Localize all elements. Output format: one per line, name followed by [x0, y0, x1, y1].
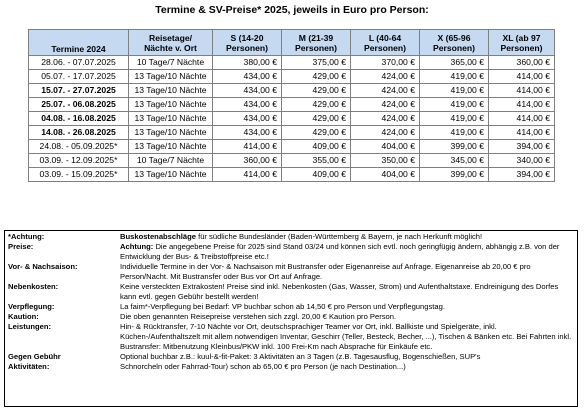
note-body: Die oben genannten Reisepreise verstehen sich zzgl. 20,00 € Kaution pro Person.: [120, 312, 397, 321]
price-cell: 414,00 €: [489, 126, 555, 140]
price-cell: 380,00 €: [213, 56, 282, 70]
price-cell: 434,00 €: [213, 98, 282, 112]
price-cell: 345,00 €: [420, 154, 489, 168]
price-cell: 399,00 €: [420, 140, 489, 154]
price-cell: 404,00 €: [351, 140, 420, 154]
note-row: [8, 232, 574, 242]
price-cell: 434,00 €: [213, 84, 282, 98]
price-cell: 434,00 €: [213, 126, 282, 140]
header-termine: Termine 2024: [29, 30, 129, 56]
note-label: Aktivitäten:: [8, 362, 50, 371]
note-body: Optional buchbar z.B.: kuul-&-fit-Paket: 3 Aktivitäten an 3 Tagen (z.B. Tagesausflug, Bogenschießen, SUP's: [120, 352, 481, 361]
price-cell: 414,00 €: [489, 70, 555, 84]
table-row: [29, 154, 555, 168]
table-row: [29, 84, 555, 98]
note-label: Kaution:: [8, 312, 39, 321]
note-row: [8, 242, 574, 262]
note-body: Die angegebene Preise für 2025 sind Stand 03/24 und können sich evtl. noch geringfügig ändern, abhängig z.B. von der Entwicklung der Bus- & Treibstoffpreise etc.!: [120, 242, 560, 261]
note-row: [8, 282, 574, 302]
price-cell: 429,00 €: [282, 70, 351, 84]
date-cell: 14.08. - 26.08.2025: [29, 126, 129, 140]
date-cell: 04.08. - 16.08.2025: [29, 112, 129, 126]
note-text: [120, 302, 574, 312]
notes-box: [4, 230, 578, 407]
price-table: [28, 29, 555, 182]
note-text: [120, 352, 574, 362]
price-cell: 419,00 €: [420, 112, 489, 126]
note-label: *Achtung:: [8, 232, 45, 241]
days-cell: 13 Tage/10 Nächte: [129, 84, 213, 98]
date-cell: 25.07. - 06.08.2025: [29, 98, 129, 112]
price-cell: 424,00 €: [351, 126, 420, 140]
price-table-body: [29, 56, 555, 182]
price-cell: 399,00 €: [420, 168, 489, 182]
days-cell: 13 Tage/10 Nächte: [129, 126, 213, 140]
days-cell: 13 Tage/10 Nächte: [129, 70, 213, 84]
price-cell: 414,00 €: [489, 112, 555, 126]
price-cell: 360,00 €: [213, 154, 282, 168]
note-body: für südliche Bundesländer (Baden-Württemberg & Bayern, je nach Herkunft möglich!: [195, 232, 483, 241]
price-cell: 365,00 €: [420, 56, 489, 70]
days-cell: 13 Tage/10 Nächte: [129, 112, 213, 126]
price-cell: 434,00 €: [213, 70, 282, 84]
price-cell: 419,00 €: [420, 84, 489, 98]
days-cell: 13 Tage/10 Nächte: [129, 168, 213, 182]
note-row: [8, 312, 574, 322]
price-cell: 414,00 €: [213, 168, 282, 182]
price-cell: 429,00 €: [282, 84, 351, 98]
price-cell: 360,00 €: [489, 56, 555, 70]
note-body: Schnorcheln oder Fahrrad-Tour) schon ab 65,00 € pro Person (je nach Destination...): [120, 362, 406, 371]
note-row: [8, 322, 574, 352]
table-row: [29, 98, 555, 112]
price-cell: 409,00 €: [282, 168, 351, 182]
note-lead: Buskostenabschläge: [120, 232, 196, 241]
note-label: Nebenkosten:: [8, 282, 59, 291]
days-cell: 13 Tage/10 Nächte: [129, 140, 213, 154]
price-cell: 419,00 €: [420, 126, 489, 140]
price-cell: 350,00 €: [351, 154, 420, 168]
note-label: Preise:: [8, 242, 34, 251]
note-row: [8, 362, 574, 372]
date-cell: 24.08. - 05.09.2025*: [29, 140, 129, 154]
table-row: [29, 70, 555, 84]
header-xl: XL (ab 97 Personen): [489, 30, 555, 56]
note-text: [120, 262, 574, 282]
note-text: [120, 282, 574, 302]
header-s: S (14-20 Personen): [213, 30, 282, 56]
note-text: [120, 322, 574, 352]
header-l: L (40-64 Personen): [351, 30, 420, 56]
price-cell: 429,00 €: [282, 98, 351, 112]
table-header-row: [29, 30, 555, 56]
price-cell: 355,00 €: [282, 154, 351, 168]
price-cell: 424,00 €: [351, 70, 420, 84]
note-text: [120, 312, 574, 322]
price-cell: 394,00 €: [489, 168, 555, 182]
note-label: Verpflegung:: [8, 302, 55, 311]
note-body: Keine versteckten Extrakosten! Preise sind inkl. Nebenkosten (Gas, Wasser, Strom) und Aufenthaltstaxe. Endreinigung des Dorfes kann evtl. gegen Gebühr bestellt werden!: [120, 282, 559, 301]
table-row: [29, 140, 555, 154]
header-x: X (65-96 Personen): [420, 30, 489, 56]
table-row: [29, 126, 555, 140]
price-cell: 404,00 €: [351, 168, 420, 182]
price-cell: 424,00 €: [351, 112, 420, 126]
note-label: Gegen Gebühr: [8, 352, 61, 361]
price-cell: 394,00 €: [489, 140, 555, 154]
price-cell: 414,00 €: [213, 140, 282, 154]
page-title: Termine & SV-Preise* 2025, jeweils in Euro pro Person:: [155, 4, 429, 16]
price-cell: 429,00 €: [282, 126, 351, 140]
note-row: [8, 352, 574, 362]
price-cell: 419,00 €: [420, 98, 489, 112]
price-cell: 409,00 €: [282, 140, 351, 154]
price-cell: 375,00 €: [282, 56, 351, 70]
note-text: [120, 232, 574, 242]
date-cell: 15.07. - 27.07.2025: [29, 84, 129, 98]
price-cell: 424,00 €: [351, 98, 420, 112]
header-m: M (21-39 Personen): [282, 30, 351, 56]
price-cell: 414,00 €: [489, 84, 555, 98]
table-row: [29, 56, 555, 70]
note-body: La faim*-Verpflegung bei Bedarf: VP buchbar schon ab 14,50 € pro Person und Verpflegungstag.: [120, 302, 445, 311]
price-cell: 414,00 €: [489, 98, 555, 112]
note-body: Hin- & Rücktransfer, 7-10 Nächte vor Ort, deutschsprachiger Teamer vor Ort, inkl. Ballkiste und Spielgeräte, inkl. Küchen-/Aufenthaltszelt mit allem notwendigen Inventar, Geschirr (Teller, Besteck, Becher, ...), Tischen & Bänken etc. Bei Fahrten inkl. Bustransfer: Mitbenutzung Kleinbus/PKW inkl. 100 Frei-Km nach Absprache für Einkäufe etc.: [120, 322, 572, 351]
note-lead: Achtung:: [120, 242, 154, 251]
date-cell: 03.09. - 15.09.2025*: [29, 168, 129, 182]
note-label: Vor- & Nachsaison:: [8, 262, 78, 271]
price-cell: 370,00 €: [351, 56, 420, 70]
price-cell: 419,00 €: [420, 70, 489, 84]
price-cell: 424,00 €: [351, 84, 420, 98]
price-cell: 429,00 €: [282, 112, 351, 126]
days-cell: 13 Tage/10 Nächte: [129, 98, 213, 112]
note-text: [120, 242, 574, 262]
price-cell: 434,00 €: [213, 112, 282, 126]
date-cell: 05.07. - 17.07.2025: [29, 70, 129, 84]
note-label: Leistungen:: [8, 322, 52, 331]
days-cell: 10 Tage/7 Nächte: [129, 56, 213, 70]
table-row: [29, 112, 555, 126]
date-cell: 28.06. - 07.07.2025: [29, 56, 129, 70]
days-cell: 10 Tage/7 Nächte: [129, 154, 213, 168]
note-row: [8, 262, 574, 282]
table-row: [29, 168, 555, 182]
note-text: [120, 362, 574, 372]
header-reisetage: Reisetage/ Nächte v. Ort: [129, 30, 213, 56]
price-cell: 340,00 €: [489, 154, 555, 168]
note-body: Individuelle Termine in der Vor- & Nachsaison mit Bustransfer oder Eigenanreise auf Anfrage. Eigenanreise ab 20,00 € pro Person/Nacht. Mit Bustransfer oder Bus vor Ort auf Anfrage.: [120, 262, 531, 281]
note-row: [8, 302, 574, 312]
date-cell: 03.09. - 12.09.2025*: [29, 154, 129, 168]
